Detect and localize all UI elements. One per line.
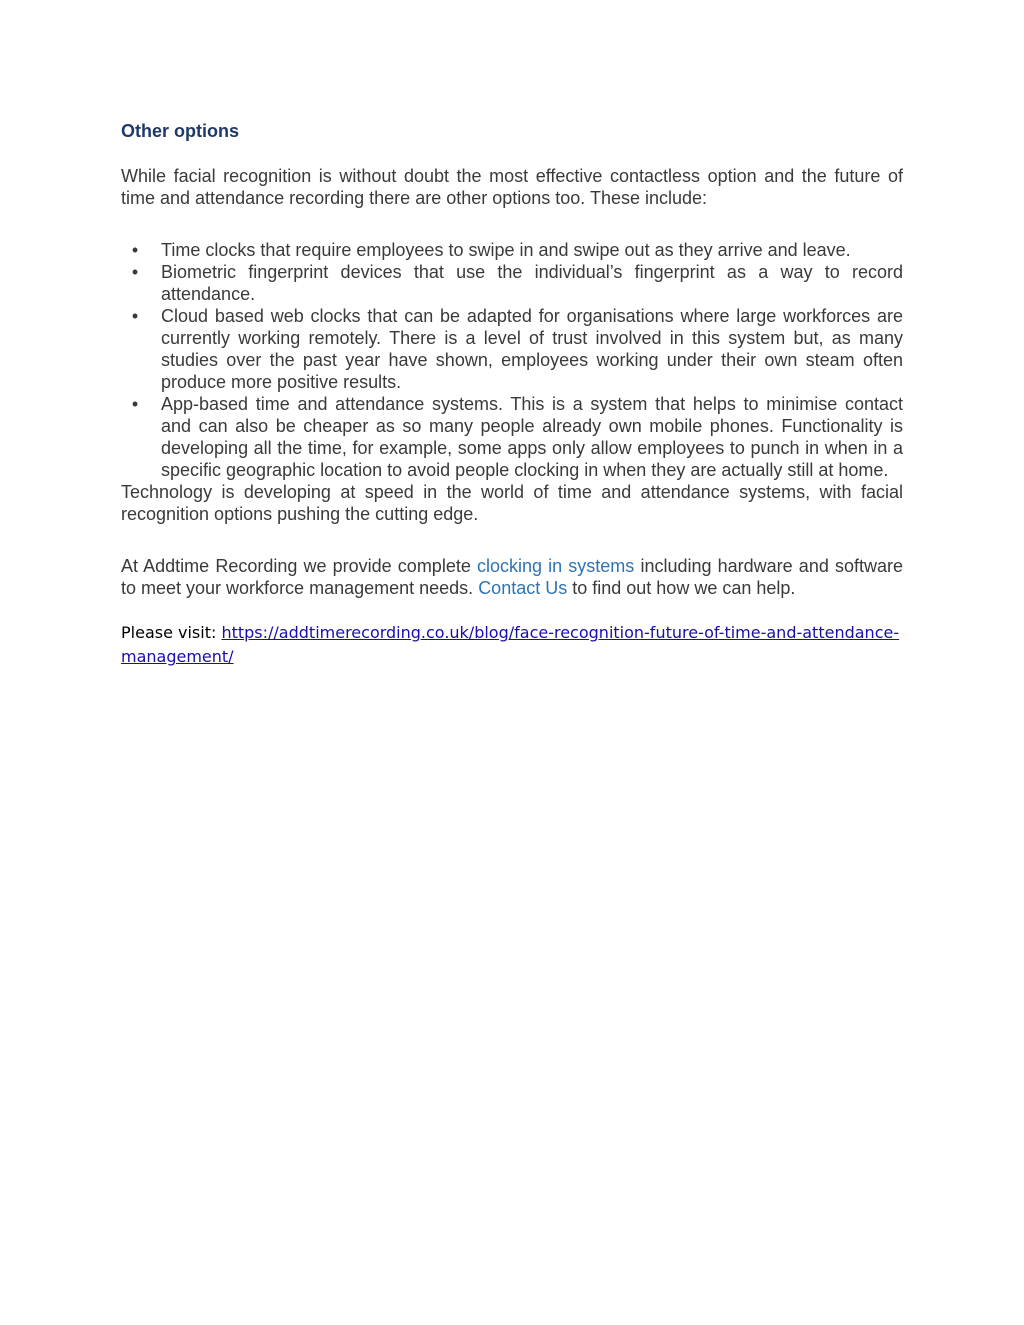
list-item <box>121 261 903 305</box>
cta-text-3: to find out how we can help. <box>567 578 796 598</box>
contact-us-link[interactable]: Contact Us <box>478 578 568 598</box>
section-heading: Other options <box>121 121 239 141</box>
visit-line <box>121 621 903 669</box>
bullet-icon: • <box>131 306 139 326</box>
bullet-icon: • <box>131 262 139 282</box>
article-url-link[interactable]: https://addtimerecording.co.uk/blog/face-recognition-future-of-time-and-attendance-management/ <box>121 623 900 666</box>
list-item-text: Time clocks that require employees to swipe in and swipe out as they arrive and leave. <box>161 240 851 260</box>
list-item-text: Cloud based web clocks that can be adapted for organisations where large workforces are currently working remotely. There is a level of trust involved in this system but, as many studies over the past year have shown, employees working under their own steam often produce more positive results. <box>161 306 903 392</box>
list-item-text: Biometric fingerprint devices that use the individual’s fingerprint as a way to record attendance. <box>161 262 903 304</box>
bullet-icon: • <box>131 240 139 260</box>
list-item-text: App-based time and attendance systems. This is a system that helps to minimise contact and can also be cheaper as so many people already own mobile phones. Functionality is developing all the time, for example, some apps only allow employees to punch in when in a specific geographic location to avoid people clocking in when they are actually still at home. <box>161 394 903 480</box>
visit-label: Please visit: <box>121 623 222 642</box>
intro-paragraph: While facial recognition is without doubt the most effective contactless option and the future of time and attendance recording there are other options too. These include: <box>121 166 903 208</box>
cta-paragraph <box>121 555 903 599</box>
technology-paragraph: Technology is developing at speed in the world of time and attendance systems, with facial recognition options pushing the cutting edge. <box>121 482 903 524</box>
list-item <box>121 305 903 393</box>
bullet-icon: • <box>131 394 139 414</box>
clocking-in-systems-link[interactable]: clocking in systems <box>476 556 635 576</box>
document-page <box>121 120 903 669</box>
cta-text-2: including hardware and software to meet your workforce management needs. <box>121 556 903 598</box>
cta-text-1: At Addtime Recording we provide complete <box>121 556 477 576</box>
list-item <box>121 393 903 481</box>
options-list <box>121 239 903 481</box>
list-item <box>121 239 903 261</box>
